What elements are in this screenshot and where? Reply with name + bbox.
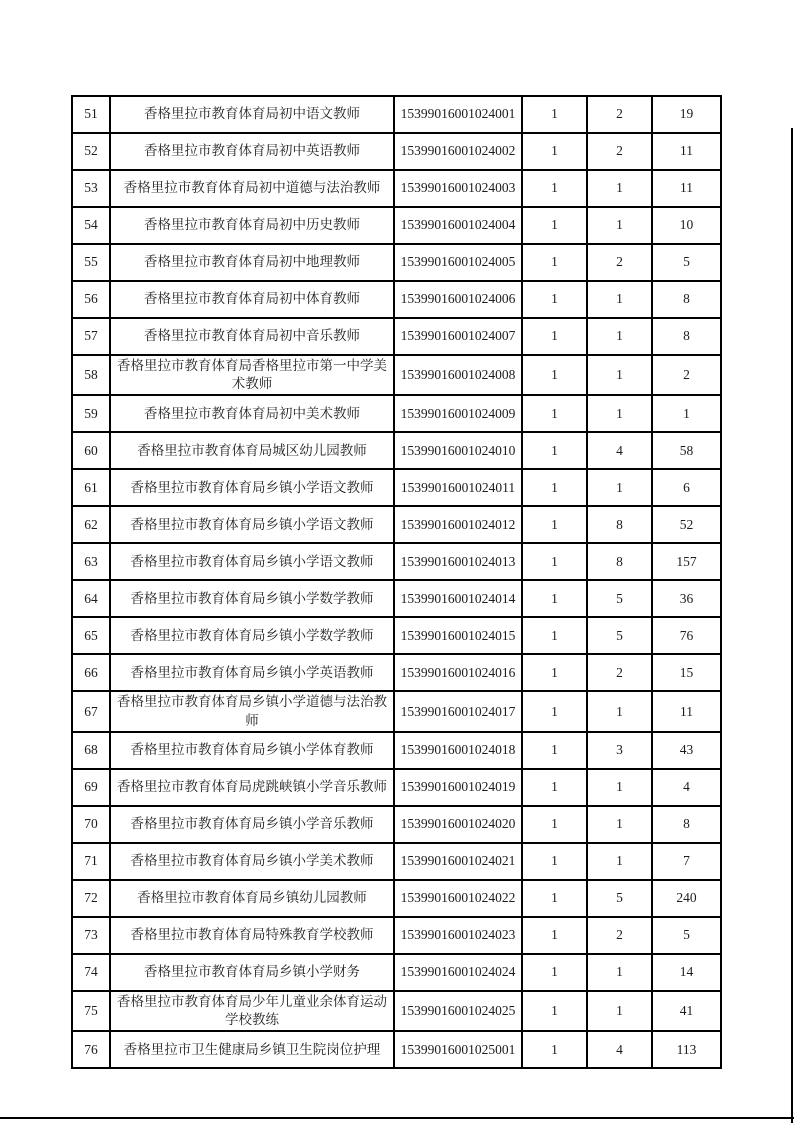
position-name-cell: 香格里拉市教育体育局乡镇小学音乐教师 (110, 806, 394, 843)
num-cell-1: 1 (522, 355, 587, 395)
position-name-cell: 香格里拉市教育体育局乡镇小学语文教师 (110, 506, 394, 543)
num-cell-2: 1 (587, 355, 652, 395)
serial-cell: 56 (72, 281, 110, 318)
table-row (72, 318, 721, 355)
num-cell-1: 1 (522, 617, 587, 654)
num-cell-3: 52 (652, 506, 721, 543)
num-cell-2: 5 (587, 617, 652, 654)
num-cell-3: 157 (652, 543, 721, 580)
table-row (72, 991, 721, 1031)
num-cell-2: 1 (587, 207, 652, 244)
serial-cell: 57 (72, 318, 110, 355)
num-cell-2: 1 (587, 469, 652, 506)
serial-cell: 58 (72, 355, 110, 395)
position-name-cell: 香格里拉市教育体育局初中语文教师 (110, 96, 394, 133)
position-code-cell: 15399016001024005 (394, 244, 522, 281)
position-code-cell: 15399016001024009 (394, 395, 522, 432)
num-cell-2: 1 (587, 806, 652, 843)
table-row (72, 954, 721, 991)
position-name-cell: 香格里拉市教育体育局乡镇小学体育教师 (110, 732, 394, 769)
positions-table (71, 95, 722, 1069)
num-cell-3: 2 (652, 355, 721, 395)
num-cell-3: 4 (652, 769, 721, 806)
num-cell-1: 1 (522, 133, 587, 170)
position-name-cell: 香格里拉市教育体育局乡镇小学语文教师 (110, 469, 394, 506)
table-row (72, 580, 721, 617)
num-cell-3: 36 (652, 580, 721, 617)
position-name-cell: 香格里拉市教育体育局初中道德与法治教师 (110, 170, 394, 207)
position-code-cell: 15399016001024002 (394, 133, 522, 170)
num-cell-3: 1 (652, 395, 721, 432)
num-cell-1: 1 (522, 991, 587, 1031)
num-cell-1: 1 (522, 691, 587, 731)
table-row (72, 843, 721, 880)
num-cell-2: 1 (587, 318, 652, 355)
num-cell-2: 8 (587, 543, 652, 580)
num-cell-3: 19 (652, 96, 721, 133)
num-cell-3: 240 (652, 880, 721, 917)
num-cell-1: 1 (522, 432, 587, 469)
position-name-cell: 香格里拉市教育体育局虎跳峡镇小学音乐教师 (110, 769, 394, 806)
position-code-cell: 15399016001024012 (394, 506, 522, 543)
num-cell-3: 5 (652, 917, 721, 954)
table-row (72, 96, 721, 133)
position-name-cell: 香格里拉市教育体育局初中美术教师 (110, 395, 394, 432)
position-name-cell: 香格里拉市教育体育局初中体育教师 (110, 281, 394, 318)
num-cell-3: 8 (652, 318, 721, 355)
position-code-cell: 15399016001024022 (394, 880, 522, 917)
num-cell-1: 1 (522, 281, 587, 318)
page-edge-bottom-line (0, 1117, 794, 1119)
serial-cell: 53 (72, 170, 110, 207)
num-cell-1: 1 (522, 917, 587, 954)
num-cell-3: 8 (652, 281, 721, 318)
serial-cell: 64 (72, 580, 110, 617)
position-code-cell: 15399016001024021 (394, 843, 522, 880)
num-cell-2: 8 (587, 506, 652, 543)
num-cell-1: 1 (522, 654, 587, 691)
position-name-cell: 香格里拉市教育体育局乡镇小学道德与法治教师 (110, 691, 394, 731)
position-code-cell: 15399016001024006 (394, 281, 522, 318)
num-cell-1: 1 (522, 806, 587, 843)
position-code-cell: 15399016001024024 (394, 954, 522, 991)
num-cell-2: 4 (587, 432, 652, 469)
num-cell-1: 1 (522, 170, 587, 207)
position-code-cell: 15399016001024025 (394, 991, 522, 1031)
num-cell-1: 1 (522, 395, 587, 432)
num-cell-2: 1 (587, 170, 652, 207)
position-name-cell: 香格里拉市教育体育局初中音乐教师 (110, 318, 394, 355)
num-cell-2: 3 (587, 732, 652, 769)
serial-cell: 61 (72, 469, 110, 506)
position-code-cell: 15399016001024010 (394, 432, 522, 469)
num-cell-3: 43 (652, 732, 721, 769)
table-row (72, 395, 721, 432)
position-name-cell: 香格里拉市教育体育局初中英语教师 (110, 133, 394, 170)
num-cell-3: 7 (652, 843, 721, 880)
position-code-cell: 15399016001024020 (394, 806, 522, 843)
num-cell-1: 1 (522, 96, 587, 133)
table-row (72, 769, 721, 806)
num-cell-3: 58 (652, 432, 721, 469)
num-cell-2: 1 (587, 691, 652, 731)
position-code-cell: 15399016001024007 (394, 318, 522, 355)
position-code-cell: 15399016001024004 (394, 207, 522, 244)
table-row (72, 732, 721, 769)
position-name-cell: 香格里拉市教育体育局乡镇小学财务 (110, 954, 394, 991)
table-row (72, 244, 721, 281)
position-name-cell: 香格里拉市教育体育局乡镇小学美术教师 (110, 843, 394, 880)
num-cell-3: 113 (652, 1031, 721, 1068)
table-row (72, 133, 721, 170)
table-row (72, 543, 721, 580)
position-name-cell: 香格里拉市教育体育局乡镇小学数学教师 (110, 617, 394, 654)
num-cell-1: 1 (522, 954, 587, 991)
position-code-cell: 15399016001024017 (394, 691, 522, 731)
table-row (72, 170, 721, 207)
position-name-cell: 香格里拉市教育体育局乡镇小学数学教师 (110, 580, 394, 617)
num-cell-1: 1 (522, 769, 587, 806)
table-row (72, 355, 721, 395)
num-cell-1: 1 (522, 318, 587, 355)
position-code-cell: 15399016001024003 (394, 170, 522, 207)
num-cell-3: 5 (652, 244, 721, 281)
num-cell-3: 11 (652, 170, 721, 207)
serial-cell: 74 (72, 954, 110, 991)
position-code-cell: 15399016001024023 (394, 917, 522, 954)
page-edge-right-line (791, 128, 793, 1123)
num-cell-2: 2 (587, 654, 652, 691)
table-row (72, 432, 721, 469)
num-cell-1: 1 (522, 469, 587, 506)
table-row (72, 880, 721, 917)
num-cell-1: 1 (522, 207, 587, 244)
position-name-cell: 香格里拉市教育体育局乡镇小学语文教师 (110, 543, 394, 580)
num-cell-2: 2 (587, 917, 652, 954)
position-code-cell: 15399016001024015 (394, 617, 522, 654)
num-cell-2: 1 (587, 991, 652, 1031)
serial-cell: 60 (72, 432, 110, 469)
num-cell-2: 2 (587, 96, 652, 133)
serial-cell: 75 (72, 991, 110, 1031)
num-cell-3: 11 (652, 133, 721, 170)
table-row (72, 1031, 721, 1068)
position-name-cell: 香格里拉市教育体育局少年儿童业余体育运动学校教练 (110, 991, 394, 1031)
position-code-cell: 15399016001024018 (394, 732, 522, 769)
table-row (72, 806, 721, 843)
num-cell-3: 8 (652, 806, 721, 843)
serial-cell: 76 (72, 1031, 110, 1068)
table-row (72, 617, 721, 654)
num-cell-3: 11 (652, 691, 721, 731)
num-cell-2: 1 (587, 843, 652, 880)
num-cell-2: 1 (587, 769, 652, 806)
position-code-cell: 15399016001024014 (394, 580, 522, 617)
num-cell-1: 1 (522, 1031, 587, 1068)
position-code-cell: 15399016001024013 (394, 543, 522, 580)
serial-cell: 67 (72, 691, 110, 731)
serial-cell: 63 (72, 543, 110, 580)
position-name-cell: 香格里拉市教育体育局乡镇幼儿园教师 (110, 880, 394, 917)
num-cell-3: 14 (652, 954, 721, 991)
serial-cell: 51 (72, 96, 110, 133)
position-name-cell: 香格里拉市教育体育局初中历史教师 (110, 207, 394, 244)
table-row (72, 917, 721, 954)
position-name-cell: 香格里拉市教育体育局城区幼儿园教师 (110, 432, 394, 469)
position-name-cell: 香格里拉市教育体育局特殊教育学校教师 (110, 917, 394, 954)
table-row (72, 654, 721, 691)
serial-cell: 54 (72, 207, 110, 244)
serial-cell: 72 (72, 880, 110, 917)
position-code-cell: 15399016001024019 (394, 769, 522, 806)
serial-cell: 52 (72, 133, 110, 170)
position-code-cell: 15399016001024001 (394, 96, 522, 133)
num-cell-2: 2 (587, 133, 652, 170)
num-cell-1: 1 (522, 506, 587, 543)
num-cell-1: 1 (522, 732, 587, 769)
table-row (72, 207, 721, 244)
num-cell-1: 1 (522, 580, 587, 617)
table-row (72, 281, 721, 318)
position-name-cell: 香格里拉市卫生健康局乡镇卫生院岗位护理 (110, 1031, 394, 1068)
num-cell-3: 10 (652, 207, 721, 244)
serial-cell: 70 (72, 806, 110, 843)
num-cell-1: 1 (522, 543, 587, 580)
positions-table-body (72, 96, 721, 1068)
num-cell-1: 1 (522, 880, 587, 917)
num-cell-3: 76 (652, 617, 721, 654)
num-cell-2: 1 (587, 281, 652, 318)
num-cell-1: 1 (522, 244, 587, 281)
num-cell-1: 1 (522, 843, 587, 880)
position-code-cell: 15399016001024008 (394, 355, 522, 395)
table-row (72, 469, 721, 506)
num-cell-2: 1 (587, 395, 652, 432)
table-row (72, 691, 721, 731)
serial-cell: 62 (72, 506, 110, 543)
serial-cell: 73 (72, 917, 110, 954)
num-cell-3: 41 (652, 991, 721, 1031)
position-code-cell: 15399016001024011 (394, 469, 522, 506)
table-row (72, 506, 721, 543)
num-cell-2: 1 (587, 954, 652, 991)
position-code-cell: 15399016001025001 (394, 1031, 522, 1068)
serial-cell: 55 (72, 244, 110, 281)
num-cell-2: 5 (587, 880, 652, 917)
position-code-cell: 15399016001024016 (394, 654, 522, 691)
position-name-cell: 香格里拉市教育体育局乡镇小学英语教师 (110, 654, 394, 691)
num-cell-2: 2 (587, 244, 652, 281)
position-name-cell: 香格里拉市教育体育局初中地理教师 (110, 244, 394, 281)
serial-cell: 66 (72, 654, 110, 691)
serial-cell: 68 (72, 732, 110, 769)
serial-cell: 69 (72, 769, 110, 806)
num-cell-3: 6 (652, 469, 721, 506)
position-name-cell: 香格里拉市教育体育局香格里拉市第一中学美术教师 (110, 355, 394, 395)
num-cell-3: 15 (652, 654, 721, 691)
serial-cell: 59 (72, 395, 110, 432)
serial-cell: 65 (72, 617, 110, 654)
num-cell-2: 5 (587, 580, 652, 617)
serial-cell: 71 (72, 843, 110, 880)
num-cell-2: 4 (587, 1031, 652, 1068)
